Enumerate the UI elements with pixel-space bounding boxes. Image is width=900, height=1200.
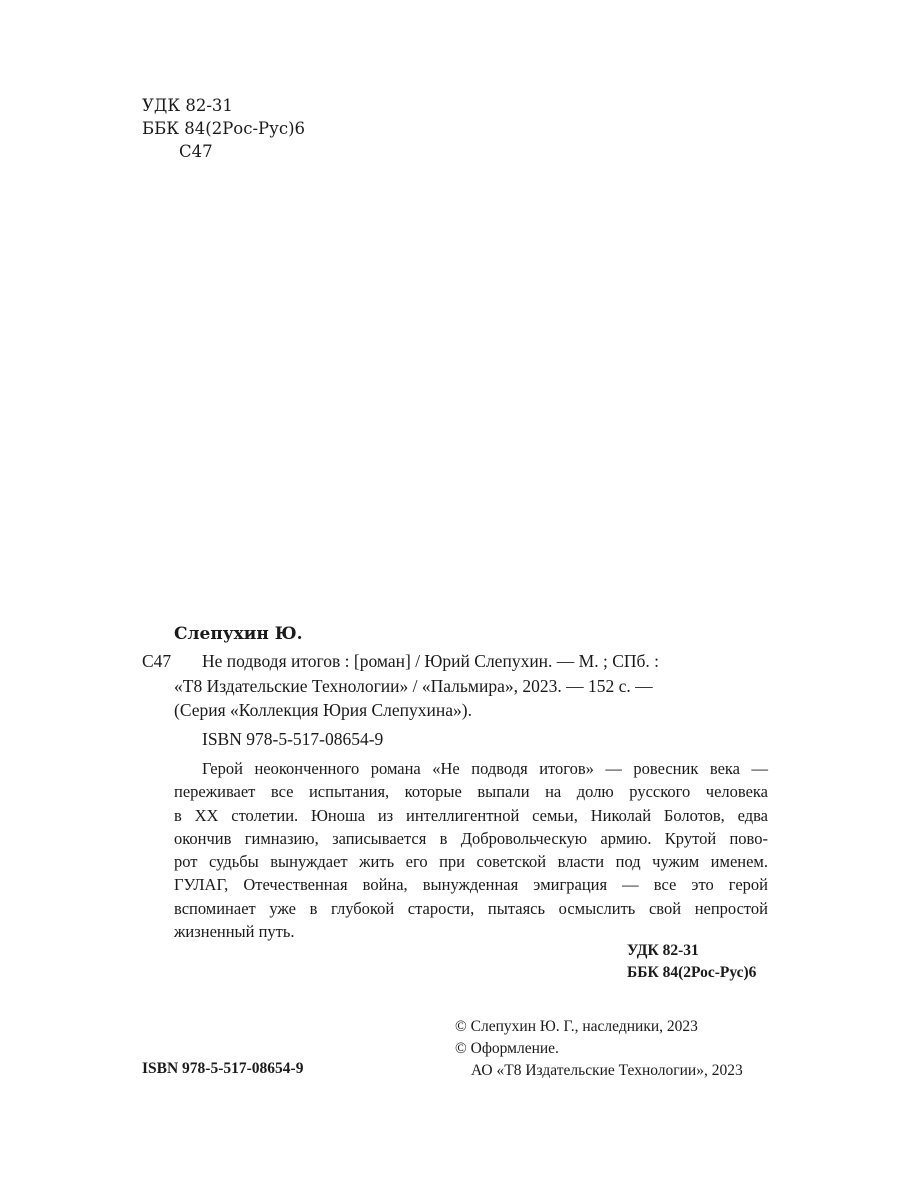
annotation-line-1: Герой неоконченного романа «Не подводя итогов» — ровесник века —	[202, 759, 768, 778]
annotation-line-7: вспоминает уже в глубокой старости, пытаясь осмыслить свой непростой	[174, 898, 768, 918]
annotation-line-3: в XX столетии. Юноша из интеллигентной семьи, Николай Болотов, едва	[174, 805, 768, 825]
entry-line-3: (Серия «Коллекция Юрия Слепухина»).	[174, 700, 472, 720]
top-classification	[142, 94, 305, 163]
entry-isbn: ISBN 978-5-517-08654-9	[202, 729, 384, 749]
copyright-line-3: АО «Т8 Издательские Технологии», 2023	[471, 1062, 743, 1079]
top-bbk: ББК 84(2Рос-Рус)6	[142, 119, 306, 138]
entry-code: С47	[142, 651, 172, 671]
annotation-line-4: окончив гимназию, записывается в Добровольческую армию. Крутой пово-	[174, 828, 768, 848]
entry-description-cont	[174, 674, 653, 723]
bottom-classification	[627, 940, 756, 984]
bottom-udk: УДК 82-31	[627, 942, 699, 959]
annotation-line-2: переживает все испытания, которые выпали на долю русского человека	[174, 782, 768, 802]
top-udk: УДК 82-31	[142, 96, 233, 115]
entry-line-1: Не подводя итогов : [роман] / Юрий Слепухин. — М. ; СПб. :	[202, 651, 660, 671]
entry-author: Слепухин Ю.	[174, 624, 303, 644]
footer-isbn: ISBN 978-5-517-08654-9	[142, 1060, 304, 1077]
entry-line-2: «Т8 Издательские Технологии» / «Пальмира», 2023. — 152 с. —	[174, 675, 653, 696]
bottom-bbk: ББК 84(2Рос-Рус)6	[627, 964, 757, 981]
copyright-line-1: © Слепухин Ю. Г., наследники, 2023	[455, 1018, 698, 1035]
top-author-code: С47	[179, 142, 213, 161]
copyright-line-2: © Оформление.	[455, 1040, 559, 1057]
entry-description	[202, 649, 659, 674]
annotation-line-5: рот судьбы вынуждает жить его при советской власти под чужим именем.	[174, 852, 768, 872]
copyright-block	[455, 1016, 743, 1082]
annotation-line-6: ГУЛАГ, Отечественная война, вынужденная эмиграция — все это герой	[174, 875, 768, 895]
annotation-line-8: жизненный путь.	[174, 922, 295, 942]
annotation	[174, 757, 768, 943]
